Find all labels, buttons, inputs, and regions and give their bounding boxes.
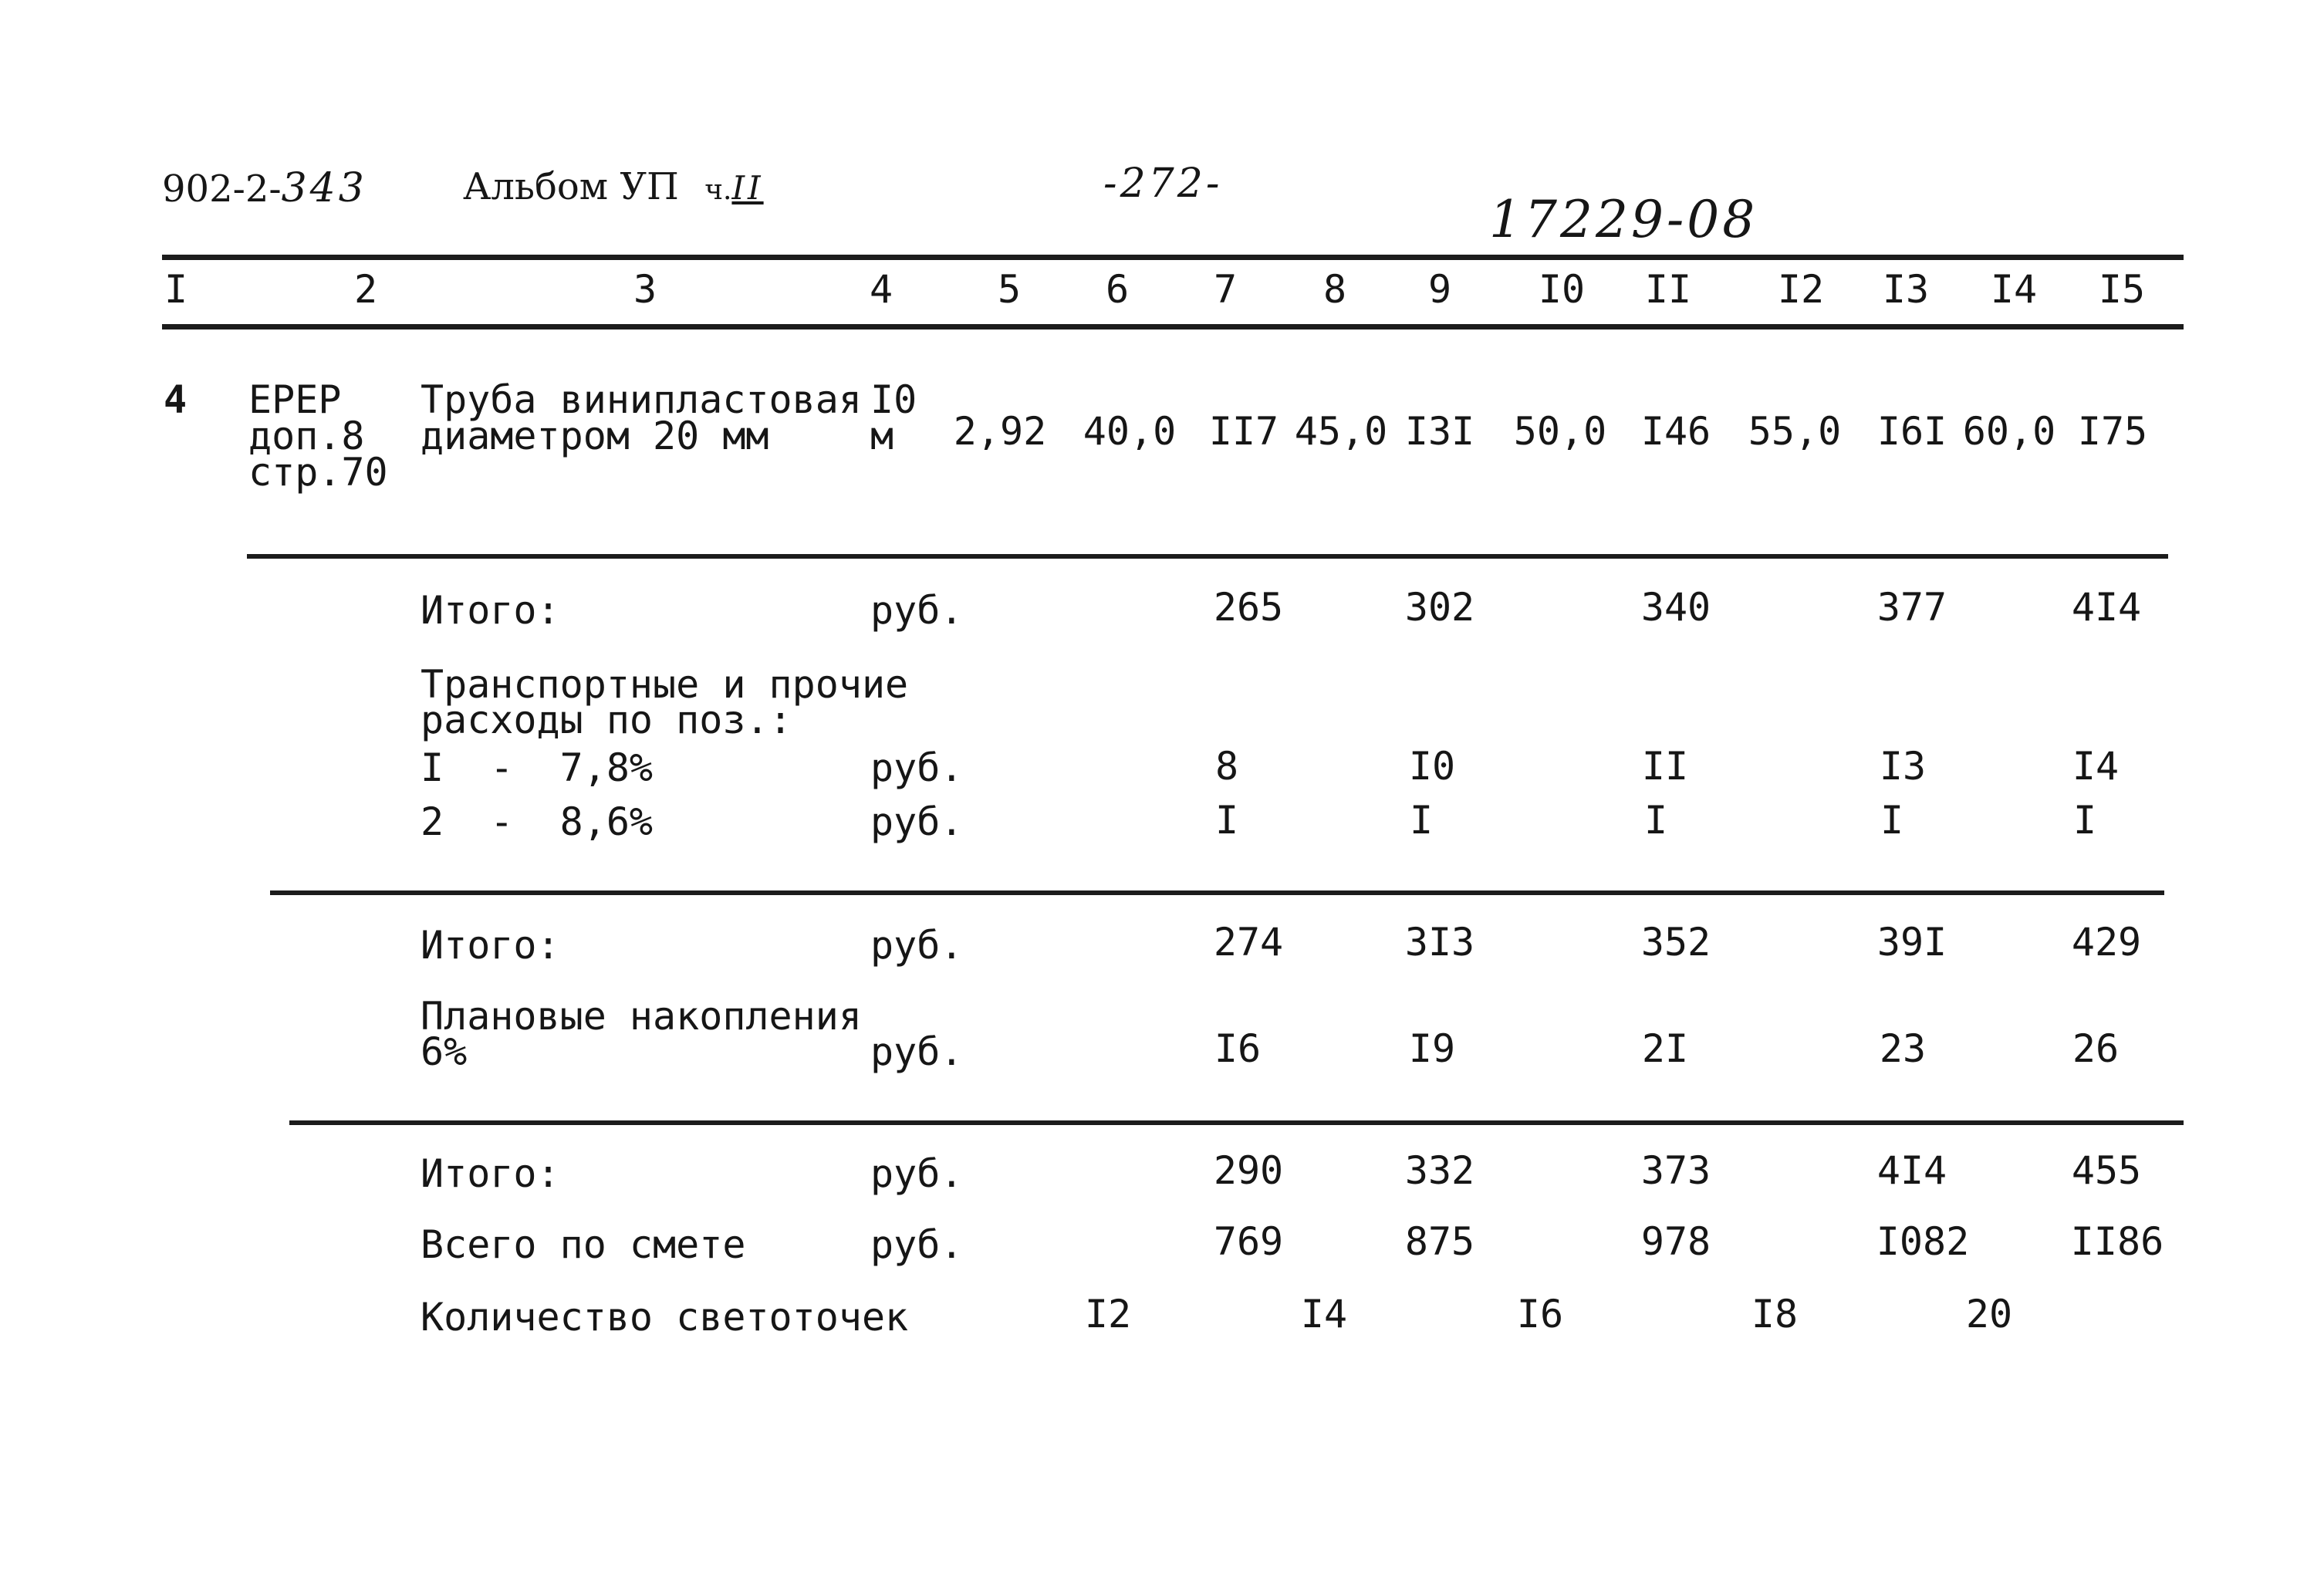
col-8: 8	[1322, 267, 1347, 312]
header-top-rule	[162, 255, 2184, 260]
item-desc-line-2: диаметром 20 мм	[421, 414, 769, 458]
transport-row-1-v4: I3	[1879, 744, 1927, 789]
item-number: 4	[164, 377, 187, 422]
document-number: 17229-08	[1489, 190, 1758, 249]
planned-v2: I9	[1408, 1026, 1456, 1071]
totals-2-unit: руб.	[870, 923, 964, 968]
light-points-v2: I4	[1300, 1292, 1348, 1336]
transport-row-2-unit: руб.	[870, 799, 964, 844]
col-3: 3	[633, 267, 657, 312]
item-sum-2: I3I	[1404, 409, 1475, 454]
item-qty-2: 45,0	[1294, 409, 1388, 454]
item-ref-line-2: доп.8	[248, 414, 365, 458]
item-qty-4: 55,0	[1748, 409, 1842, 454]
item-sum-1: II7	[1208, 409, 1279, 454]
totals-1-v5: 4I4	[2071, 585, 2142, 630]
project-code	[162, 165, 367, 211]
planned-v3: 2I	[1641, 1026, 1689, 1071]
totals-2-label: Итого:	[421, 923, 560, 968]
totals-1-unit: руб.	[870, 588, 964, 633]
album-label: Альбом УП	[463, 165, 679, 208]
col-2: 2	[353, 267, 378, 312]
transport-row-1-label: I - 7,8%	[421, 745, 654, 790]
header-bottom-rule	[162, 324, 2184, 329]
item-sum-5: I75	[2077, 409, 2148, 454]
item-ref-line-3: стр.70	[248, 450, 388, 495]
transport-row-2-v5: I	[2072, 798, 2097, 843]
totals-1-v2: 302	[1404, 585, 1475, 630]
grand-total-v5: II86	[2070, 1219, 2164, 1264]
planned-label-line-2: 6%	[421, 1029, 468, 1074]
grand-total-v2: 875	[1404, 1219, 1475, 1264]
section-rule-2	[270, 890, 2164, 895]
transport-label-line-2: расходы по поз.:	[421, 698, 792, 742]
item-sum-4: I6I	[1876, 409, 1947, 454]
light-points-v5: 20	[1965, 1292, 2013, 1336]
album-part-label: ч.	[704, 174, 732, 206]
item-unit-line-1: I0	[870, 377, 917, 422]
transport-row-2-v4: I	[1880, 798, 1904, 843]
col-10: I0	[1538, 267, 1586, 312]
transport-row-1-v3: II	[1641, 744, 1689, 789]
totals-3-unit: руб.	[870, 1151, 964, 1196]
item-qty-1: 40,0	[1083, 409, 1177, 454]
totals-2-v3: 352	[1640, 920, 1711, 965]
col-11: II	[1644, 267, 1692, 312]
totals-2-v5: 429	[2071, 920, 2142, 965]
transport-row-2-v3: I	[1643, 798, 1668, 843]
item-desc-line-1: Труба винипластовая	[421, 377, 862, 422]
item-sum-3: I46	[1640, 409, 1711, 454]
grand-total-v3: 978	[1640, 1219, 1711, 1264]
light-points-v1: I2	[1084, 1292, 1132, 1336]
totals-3-v1: 290	[1213, 1148, 1284, 1193]
totals-1-label: Итого:	[421, 588, 560, 633]
totals-3-v3: 373	[1640, 1148, 1711, 1193]
col-5: 5	[997, 267, 1022, 312]
planned-label-line-1: Плановые накопления	[421, 994, 862, 1039]
totals-2-v1: 274	[1213, 920, 1284, 965]
section-rule-1	[247, 554, 2168, 559]
transport-label-line-1: Транспортные и прочие	[421, 662, 909, 707]
totals-1-v3: 340	[1640, 585, 1711, 630]
project-code-hand: 343	[281, 165, 367, 211]
grand-total-unit: руб.	[870, 1222, 964, 1267]
item-ref-line-1: ЕРЕР	[248, 377, 342, 422]
page-number: -272-	[1103, 161, 1223, 207]
project-code-print: 902-2-	[162, 167, 282, 211]
col-13: I3	[1882, 267, 1930, 312]
transport-row-1-unit: руб.	[870, 745, 964, 790]
totals-3-label: Итого:	[421, 1151, 560, 1196]
col-15: I5	[2098, 267, 2146, 312]
section-rule-3	[289, 1120, 2184, 1125]
planned-unit: руб.	[870, 1029, 964, 1074]
light-points-label: Количество светоточек	[421, 1295, 909, 1340]
planned-v5: 26	[2072, 1026, 2120, 1071]
transport-row-1-v1: 8	[1214, 744, 1239, 789]
transport-row-2-label: 2 - 8,6%	[421, 799, 654, 844]
col-7: 7	[1213, 267, 1238, 312]
col-1: I	[164, 267, 188, 312]
transport-row-2-v2: I	[1409, 798, 1434, 843]
item-qty-3: 50,0	[1513, 409, 1607, 454]
totals-2-v4: 39I	[1876, 920, 1947, 965]
totals-1-v1: 265	[1213, 585, 1284, 630]
transport-row-1-v2: I0	[1408, 744, 1456, 789]
col-6: 6	[1105, 267, 1130, 312]
col-14: I4	[1990, 267, 2038, 312]
album-title	[463, 165, 764, 208]
col-4: 4	[869, 267, 893, 312]
light-points-v3: I6	[1516, 1292, 1564, 1336]
item-price: 2,92	[953, 409, 1047, 454]
transport-row-1-v5: I4	[2072, 744, 2120, 789]
totals-3-v5: 455	[2071, 1148, 2142, 1193]
totals-3-v4: 4I4	[1876, 1148, 1947, 1193]
planned-v1: I6	[1214, 1026, 1262, 1071]
totals-2-v2: 3I3	[1404, 920, 1475, 965]
transport-row-2-v1: I	[1214, 798, 1239, 843]
col-12: I2	[1777, 267, 1825, 312]
grand-total-label: Всего по смете	[421, 1222, 746, 1267]
totals-1-v4: 377	[1876, 585, 1947, 630]
grand-total-v1: 769	[1213, 1219, 1284, 1264]
grand-total-v4: I082	[1876, 1219, 1970, 1264]
totals-3-v2: 332	[1404, 1148, 1475, 1193]
col-9: 9	[1427, 267, 1452, 312]
light-points-v4: I8	[1751, 1292, 1799, 1336]
item-unit-line-2: м	[870, 414, 894, 458]
item-qty-5: 60,0	[1962, 409, 2056, 454]
album-part-number: II	[731, 169, 764, 207]
planned-v4: 23	[1879, 1026, 1927, 1071]
